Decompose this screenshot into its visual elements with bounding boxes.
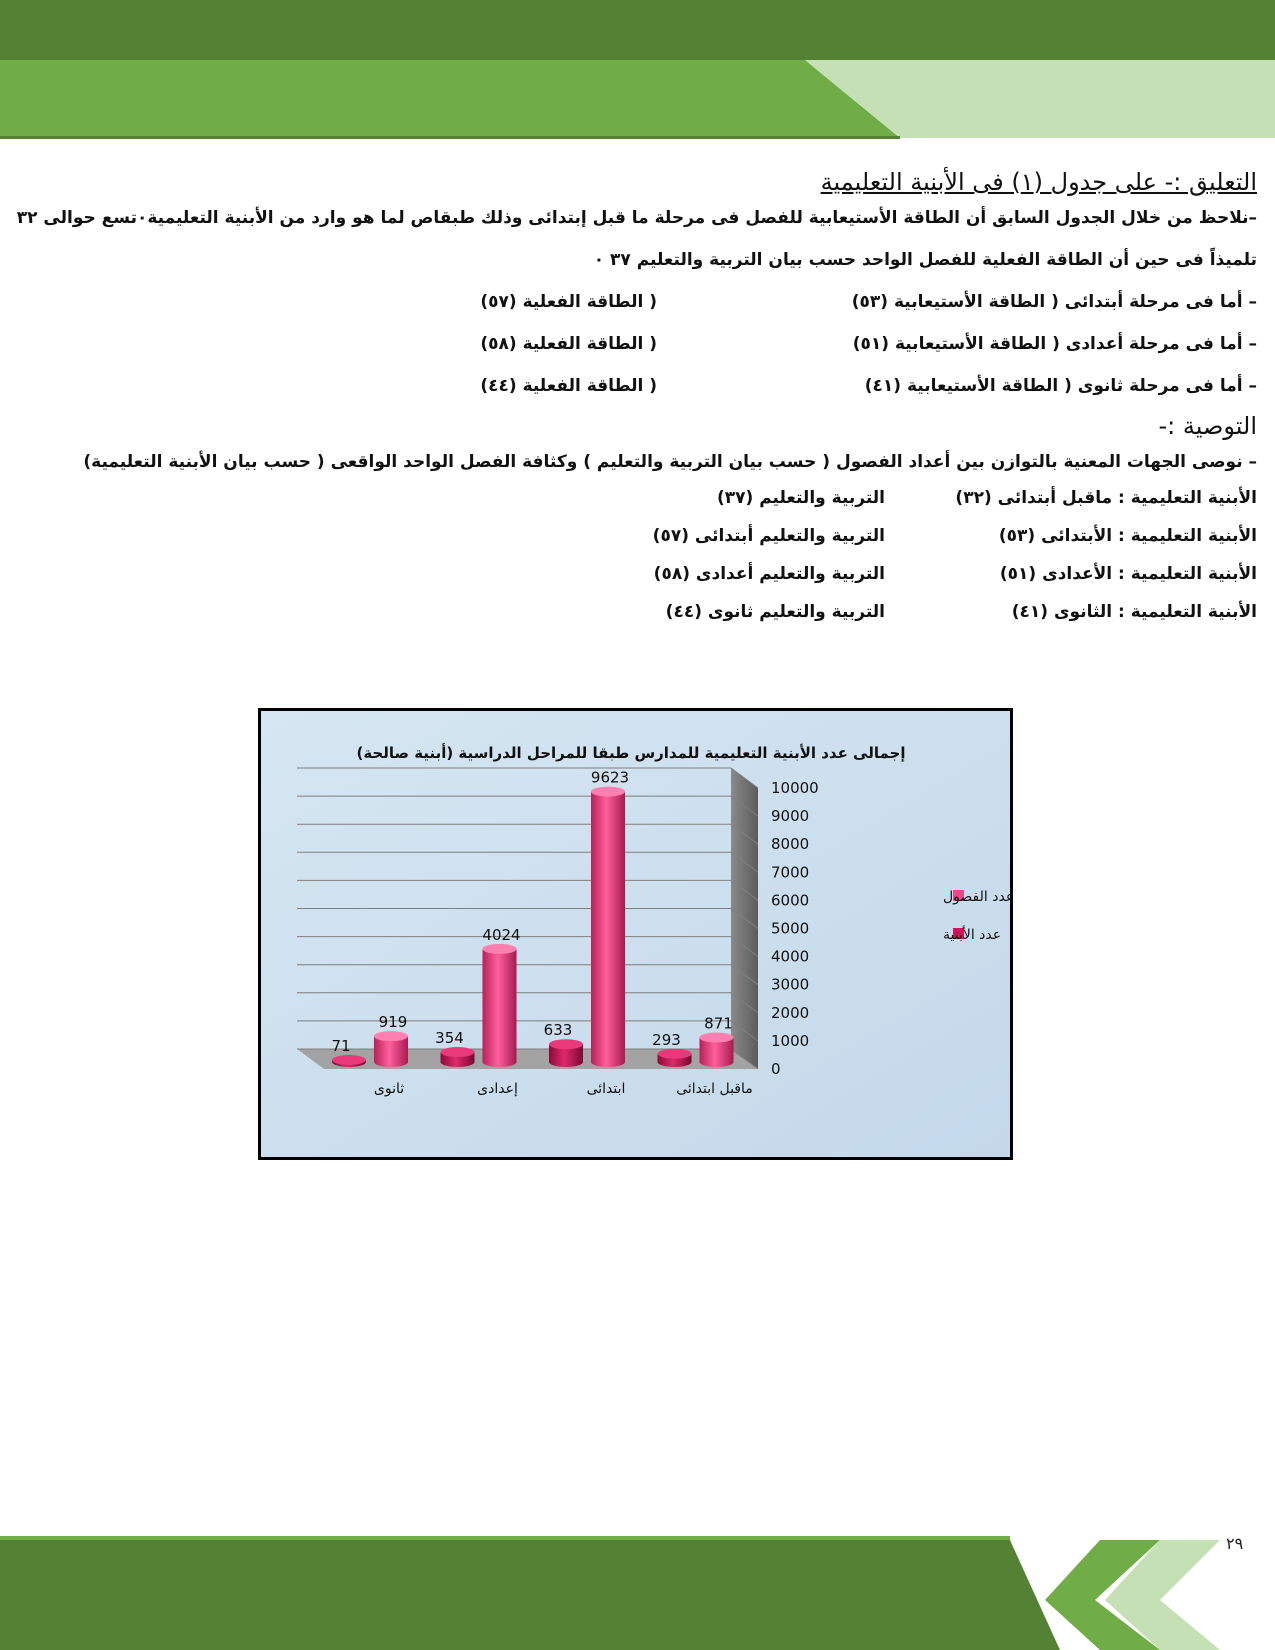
bar-base — [374, 1057, 408, 1067]
y-tick-label: 2000 — [771, 1003, 810, 1022]
chart-frame — [258, 708, 1013, 1160]
y-tick-label: 8000 — [771, 835, 810, 854]
recommendation-paragraph: – نوصى الجهات المعنية بالتوازن بين أعداد الفصول ( حسب بيان التربية والتعليم ) وكثافة الفصل الواحد الواقعى ( حسب بيان الأبنية التعليمية) — [83, 452, 1257, 472]
recommendation-row-prep-buildings: الأبنية التعليمية : الأعدادى (٥١) — [999, 564, 1257, 584]
recommendation-row-secondary-buildings: الأبنية التعليمية : الثانوى (٤١) — [1011, 602, 1257, 622]
bar-top — [374, 1031, 408, 1041]
comment-paragraph-line1: –نلاحظ من خلال الجدول السابق أن الطاقة الأستيعابية للفصل فى مرحلة ما قبل إبتدائى وذلك طبقاص لما هو وارد من الأبنية التعليمية٠تسع حوالى ٣٢ — [16, 208, 1257, 228]
comment-row-secondary-actual: ( الطاقة الفعلية (٤٤) — [480, 376, 657, 396]
data-label: 354 — [435, 1029, 464, 1048]
comment-heading: التعليق :- على جدول (١) فى الأبنية التعليمية — [820, 168, 1257, 196]
y-tick-label: 5000 — [771, 919, 810, 938]
comment-paragraph-line2: تلميذاً فى حين أن الطاقة الفعلية للفصل الواحد حسب بيان التربية والتعليم ٣٧ ٠ — [593, 250, 1257, 270]
recommendation-row-preprimary-buildings: الأبنية التعليمية : ماقبل أبتدائى (٣٢) — [955, 488, 1257, 508]
bar-top — [441, 1047, 475, 1057]
bar-chart — [261, 711, 1013, 1160]
chart-title: إجمالى عدد الأبنية التعليمية للمدارس طبقا للمراحل الدراسية (أبنية صالحة) — [356, 744, 906, 762]
page-number: ٢٩ — [1226, 1534, 1244, 1553]
bar-base — [700, 1057, 734, 1067]
x-tick-label: إعدادى — [477, 1081, 518, 1097]
footer-band — [0, 1530, 1275, 1650]
bar — [483, 949, 517, 1062]
data-label: 633 — [543, 1021, 573, 1040]
recommendation-row-primary-buildings: الأبنية التعليمية : الأبتدائى (٥٣) — [998, 526, 1257, 546]
comment-row-primary-capacity: – أما فى مرحلة أبتدائى ( الطاقة الأستيعابية (٥٣) — [851, 292, 1257, 312]
y-tick-label: 6000 — [771, 891, 810, 910]
recommendation-row-prep-education: التربية والتعليم أعدادى (٥٨) — [653, 564, 885, 584]
bar-top — [591, 787, 625, 797]
y-tick-label: 10000 — [771, 779, 819, 797]
data-label: 9623 — [590, 768, 630, 787]
recommendation-row-preprimary-education: التربية والتعليم (٣٧) — [716, 488, 885, 508]
legend-label: عدد الأبنية — [943, 927, 1002, 943]
bar-top — [658, 1049, 692, 1059]
bar — [591, 792, 625, 1062]
recommendation-row-primary-education: التربية والتعليم أبتدائى (٥٧) — [652, 526, 885, 546]
bar-base — [591, 1057, 625, 1067]
y-tick-label: 9000 — [771, 807, 810, 826]
bar-base — [483, 1057, 517, 1067]
y-tick-label: 7000 — [771, 863, 810, 882]
y-tick-label: 0 — [771, 1060, 781, 1078]
header-band — [0, 0, 1275, 140]
data-label: 71 — [331, 1037, 351, 1056]
bar-base — [549, 1057, 583, 1067]
x-tick-label: ثانوى — [373, 1081, 405, 1097]
y-tick-label: 4000 — [771, 947, 810, 966]
comment-row-prep-actual: ( الطاقة الفعلية (٥٨) — [480, 334, 657, 354]
bar-top — [700, 1033, 734, 1043]
data-label: 871 — [704, 1014, 733, 1033]
bar-base — [441, 1057, 475, 1067]
y-tick-label: 3000 — [771, 975, 810, 994]
bar-top — [483, 944, 517, 954]
data-label: 4024 — [482, 925, 521, 944]
recommendation-row-secondary-education: التربية والتعليم ثانوى (٤٤) — [665, 602, 885, 622]
data-label: 919 — [378, 1013, 408, 1032]
recommendation-heading: التوصية :- — [1158, 412, 1257, 440]
legend-label: عدد الفصول — [943, 889, 1015, 905]
y-tick-label: 1000 — [771, 1031, 810, 1050]
x-tick-label: ابتدائى — [586, 1081, 626, 1097]
bar-top — [332, 1055, 366, 1065]
data-label: 293 — [652, 1030, 681, 1049]
comment-row-primary-actual: ( الطاقة الفعلية (٥٧) — [480, 292, 657, 312]
x-tick-label: ماقبل ابتدائى — [676, 1081, 753, 1097]
bar-top — [549, 1039, 583, 1049]
comment-row-prep-capacity: – أما فى مرحلة أعدادى ( الطاقة الأستيعابية (٥١) — [852, 334, 1257, 354]
comment-row-secondary-capacity: – أما فى مرحلة ثانوى ( الطاقة الأستيعابية (٤١) — [864, 376, 1257, 396]
